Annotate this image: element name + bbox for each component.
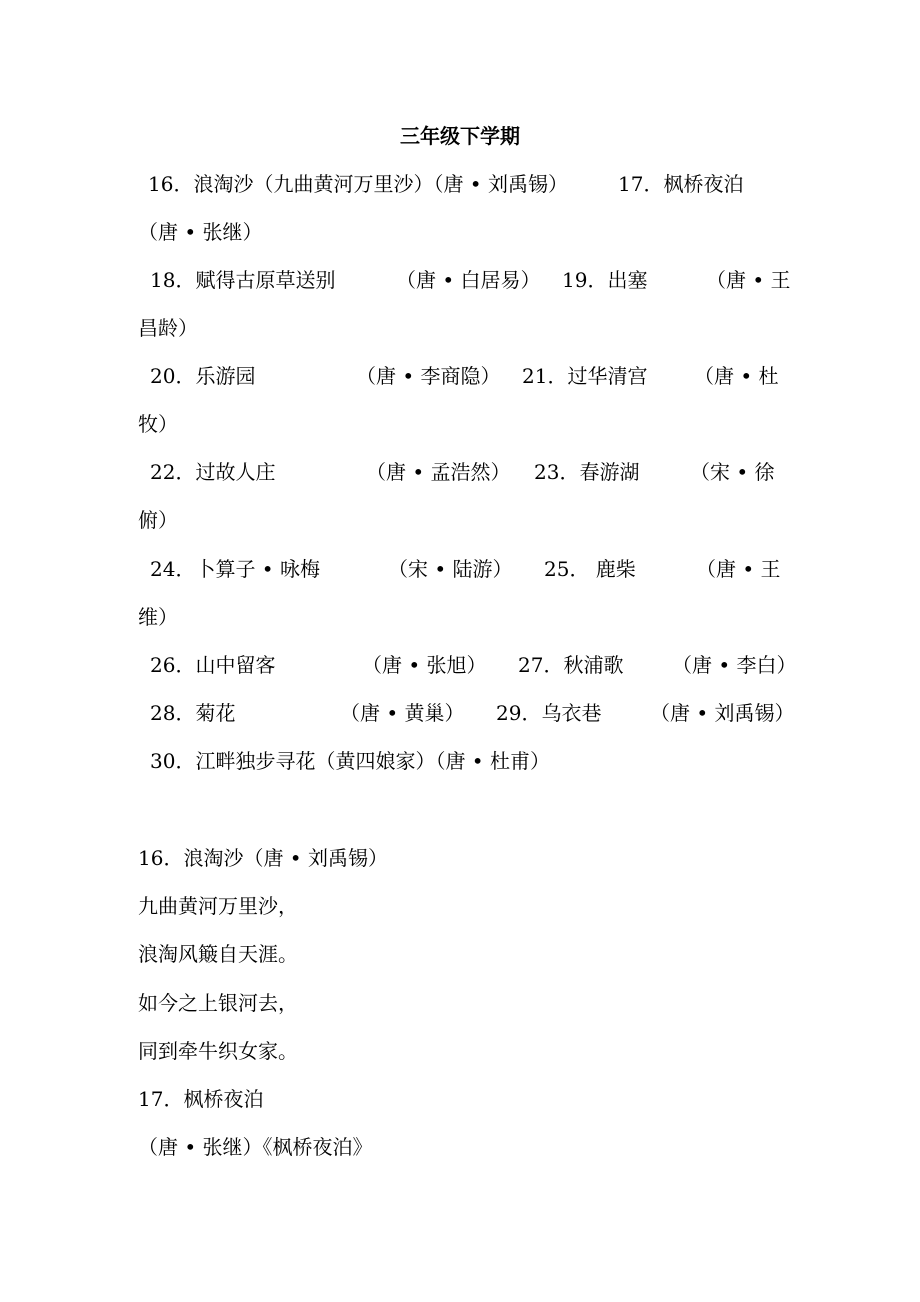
index-entry-27-author: （唐 • 李白） [672,653,797,677]
index-entry-25-author-wrap: 维） [138,605,178,629]
poem-line: （唐 • 张继）《枫桥夜泊》 [138,1135,373,1159]
index-entry-30: 30．江畔独步寻花（黄四娘家）（唐 • 杜甫） [150,749,550,773]
index-entry-26-author: （唐 • 张旭） [362,653,487,677]
index-entry-20: 20．乐游园 [150,364,256,388]
index-entry-26: 26．山中留客 [150,653,276,677]
index-entry-28-author: （唐 • 黄巢） [340,701,465,725]
index-entry-28: 28．菊花 [150,701,236,725]
poem-line: 同到牵牛织女家。 [138,1039,298,1063]
poem-heading: 16．浪淘沙（唐 • 刘禹锡） [138,846,388,870]
index-entry-19-author-wrap: 昌龄） [138,316,198,340]
index-entry-29-author: （唐 • 刘禹锡） [650,701,795,725]
poem-line: 浪淘风簸自天涯。 [138,942,298,966]
index-entry-25: 25． 鹿柴 [544,557,636,581]
poem-line: 九曲黄河万里沙， [138,894,298,918]
index-entry-21-author-wrap: 牧） [138,412,178,436]
index-entry-24: 24．卜算子 • 咏梅 [150,557,320,581]
index-entry-17: 17．枫桥夜泊 [618,172,744,196]
poem-heading: 17．枫桥夜泊 [138,1087,264,1111]
index-entry-19: 19．出塞 [562,268,648,292]
index-entry-23-author: （宋 • 徐 [690,460,775,484]
index-entry-27: 27．秋浦歌 [518,653,624,677]
index-entry-23: 23．春游湖 [534,460,640,484]
index-entry-18: 18．赋得古原草送别 [150,268,336,292]
index-entry-29: 29．乌衣巷 [496,701,602,725]
poem-line: 如今之上银河去， [138,991,298,1015]
index-entry-16: 16．浪淘沙（九曲黄河万里沙）（唐 • 刘禹锡） [148,172,568,196]
index-entry-22-author: （唐 • 孟浩然） [366,460,511,484]
index-entry-21: 21．过华清宫 [522,364,648,388]
page-title: 三年级下学期 [400,124,520,148]
index-entry-20-author: （唐 • 李商隐） [356,364,501,388]
index-entry-19-author: （唐 • 王 [706,268,791,292]
index-entry-18-author: （唐 • 白居易） [396,268,541,292]
index-entry-17-author: （唐 • 张继） [138,220,263,244]
index-entry-22: 22．过故人庄 [150,460,276,484]
index-entry-21-author: （唐 • 杜 [694,364,779,388]
index-entry-25-author: （唐 • 王 [696,557,781,581]
index-entry-23-author-wrap: 俯） [138,508,178,532]
index-entry-24-author: （宋 • 陆游） [388,557,513,581]
